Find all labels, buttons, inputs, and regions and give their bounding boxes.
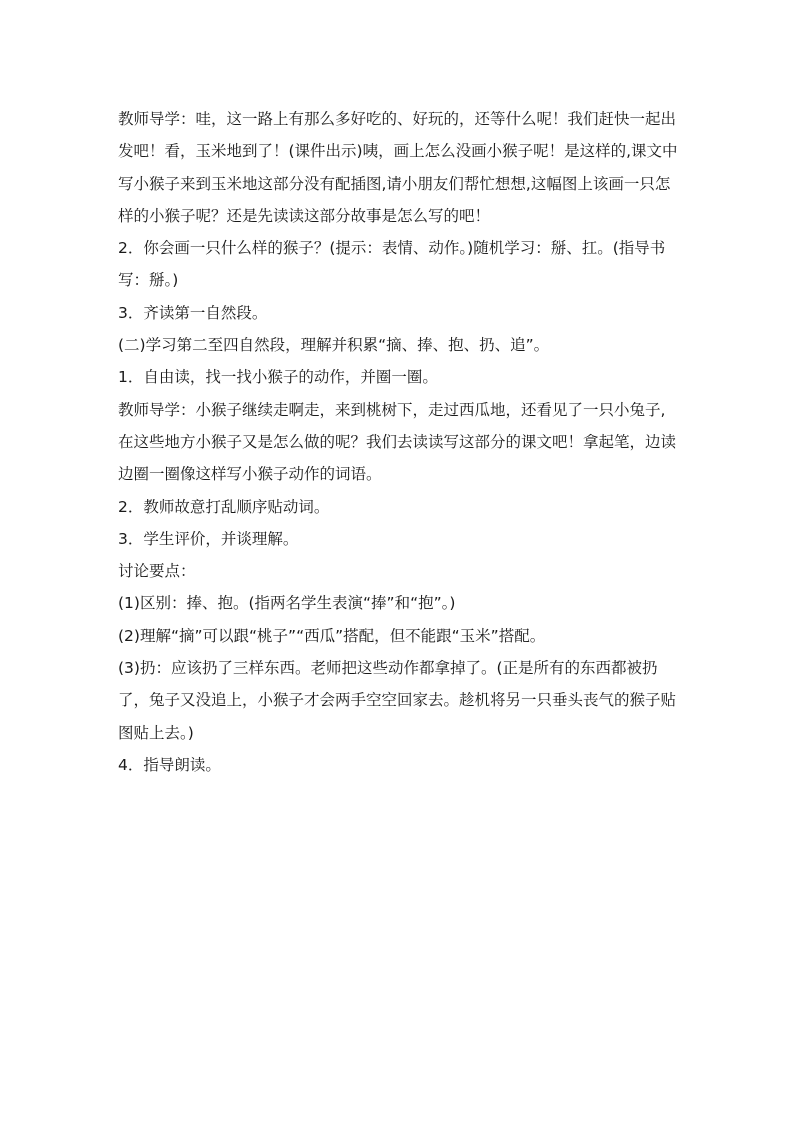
paragraph-step-3-read-together: 3．齐读第一自然段。: [118, 303, 268, 322]
paragraph-teacher-guide-1: 教师导学：哇，这一路上有那么多好吃的、好玩的，还等什么呢！我们赶快一起出发吧！看，玉米地到了！(课件出示)咦，画上怎么没画小猴子呢！是这样的,课文中写小猴子来到玉米地这部分没有配插图,请小朋友们帮忙想想,这幅图上该画一只怎样的小猴子呢？还是先读读这部分故事是怎么写的吧！: [118, 110, 678, 225]
discussion-heading: 讨论要点：: [118, 562, 196, 581]
discussion-point-1: (1)区别：捧、抱。(指两名学生表演“捧”和“抱”。): [118, 594, 456, 613]
paragraph-teacher-guide-2: 教师导学：小猴子继续走啊走，来到桃树下，走过西瓜地，还看见了一只小兔子,在这些地方小猴子又是怎么做的呢？我们去读读写这部分的课文吧！拿起笔，边读边圈一圈像这样写小猴子动作的词语。: [118, 400, 677, 484]
discussion-point-2: (2)理解“摘”可以跟“桃子”“西瓜”搭配，但不能跟“玉米”搭配。: [118, 626, 546, 645]
document-body: [118, 103, 678, 781]
paragraph-step-1-free-reading: 1．自由读，找一找小猴子的动作，并圈一圈。: [118, 368, 438, 387]
paragraph-step-3-evaluate: 3．学生评价，并谈理解。: [118, 529, 299, 548]
paragraph-step-2-draw-monkey: 2．你会画一只什么样的猴子？(提示：表情、动作。)随机学习：掰、扛。(指导书写：掰。): [118, 239, 666, 290]
paragraph-step-2-post-verbs: 2．教师故意打乱顺序贴动词。: [118, 497, 330, 516]
section-heading-part-two: (二)学习第二至四自然段，理解并积累“摘、捧、抱、扔、追”。: [118, 336, 550, 355]
discussion-point-3: (3)扔：应该扔了三样东西。老师把这些动作都拿掉了。(正是所有的东西都被扔了，兔子又没追上，小猴子才会两手空空回家去。趁机将另一只垂头丧气的猴子贴图贴上去。): [118, 659, 677, 742]
paragraph-step-4-guided-reading: 4．指导朗读。: [118, 755, 221, 774]
